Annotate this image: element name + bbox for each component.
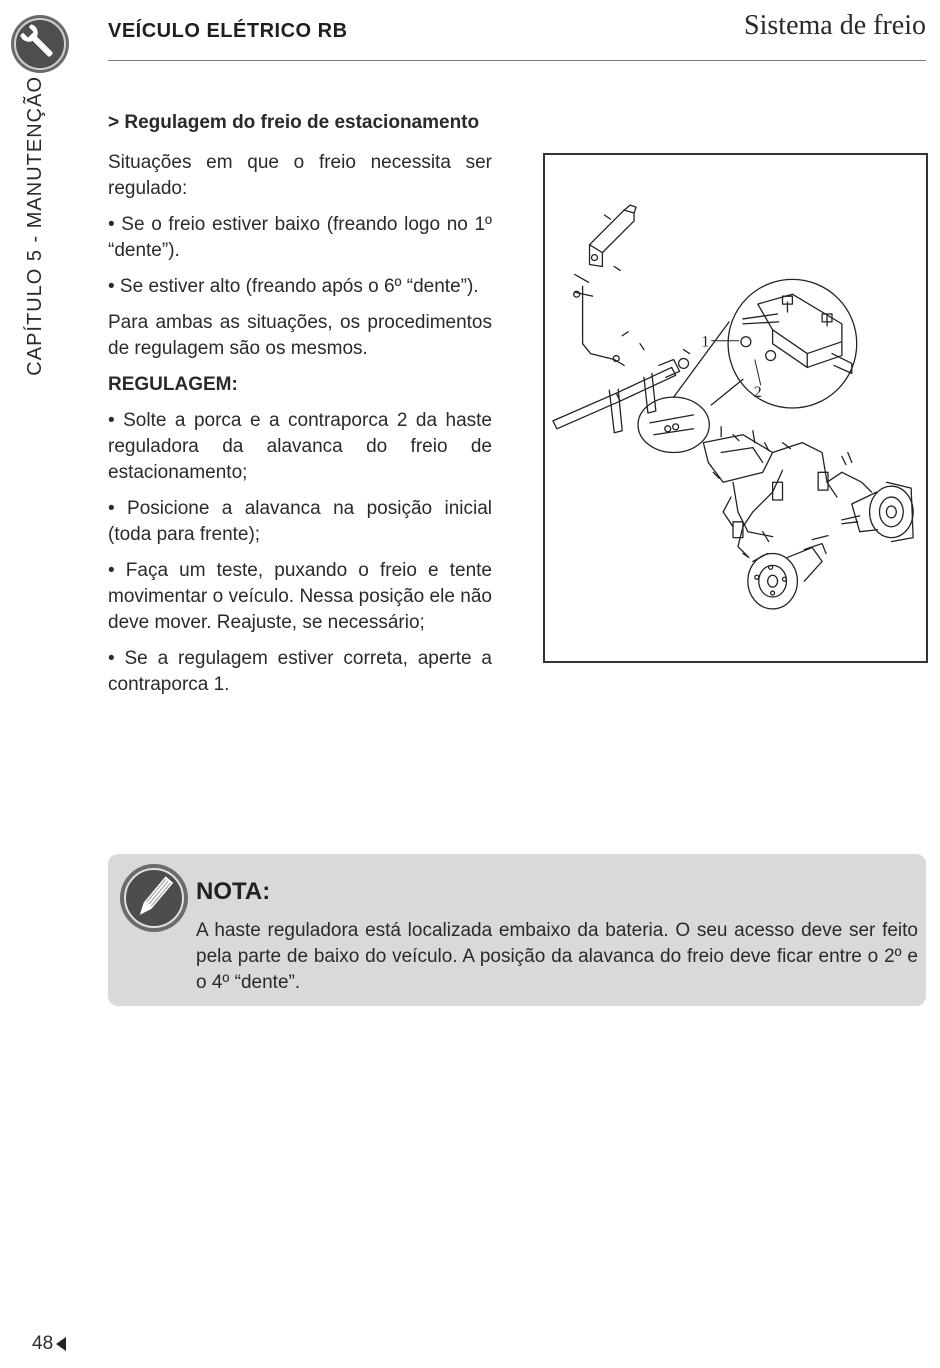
document-title: VEÍCULO ELÉTRICO RB — [108, 20, 348, 42]
same-procedure-paragraph: Para ambas as situações, os procedimentos de regulagem são os mesmos. — [108, 312, 492, 359]
header-divider — [108, 60, 926, 61]
case-low-item: • Se o freio estiver baixo (freando logo no 1º “dente”). — [108, 214, 492, 261]
step-item: • Solte a porca e a contraporca 2 da haste reguladora da alavanca do freio de estacionamento; — [108, 410, 492, 483]
callout-2-label: 2 — [753, 384, 762, 402]
regulagem-label: REGULAGEM: — [108, 374, 238, 395]
step-item: • Faça um teste, puxando o freio e tente movimentar o veículo. Nessa posição ele não deve mover. Reajuste, se necessário; — [108, 560, 492, 633]
brake-diagram-svg — [545, 155, 926, 661]
case-high-item: • Se estiver alto (freando após o 6º “dente”). — [108, 276, 479, 297]
content-column — [108, 110, 492, 708]
note-title: NOTA: — [196, 878, 271, 905]
page-number-label: 48 — [32, 1333, 54, 1354]
section-heading: > Regulagem do freio de estacionamento — [108, 112, 480, 133]
chapter-tab — [16, 76, 54, 376]
step-item: • Posicione a alavanca na posição inicial (toda para frente); — [108, 498, 492, 545]
page-number — [32, 1333, 66, 1355]
section-title: Sistema de freio — [744, 10, 926, 41]
step-item: • Se a regulagem estiver correta, aperte a contraporca 1. — [108, 648, 492, 695]
intro-paragraph: Situações em que o freio necessita ser regulado: — [108, 152, 492, 199]
pencil-icon — [118, 862, 190, 934]
brake-system-diagram — [543, 153, 928, 663]
note-text: A haste reguladora está localizada embaixo da bateria. O seu acesso deve ser feito pela parte de baixo do veículo. A posição da alavanca do freio deve ficar entre o 2º e o 4º “dente”. — [196, 920, 918, 993]
wrench-icon — [10, 14, 70, 74]
left-arrow-icon — [56, 1337, 66, 1351]
callout-1-label: 1 — [701, 333, 710, 351]
note-box — [108, 854, 926, 1006]
chapter-tab-label: CAPÍTULO 5 - MANUTENÇÃO — [23, 76, 46, 376]
